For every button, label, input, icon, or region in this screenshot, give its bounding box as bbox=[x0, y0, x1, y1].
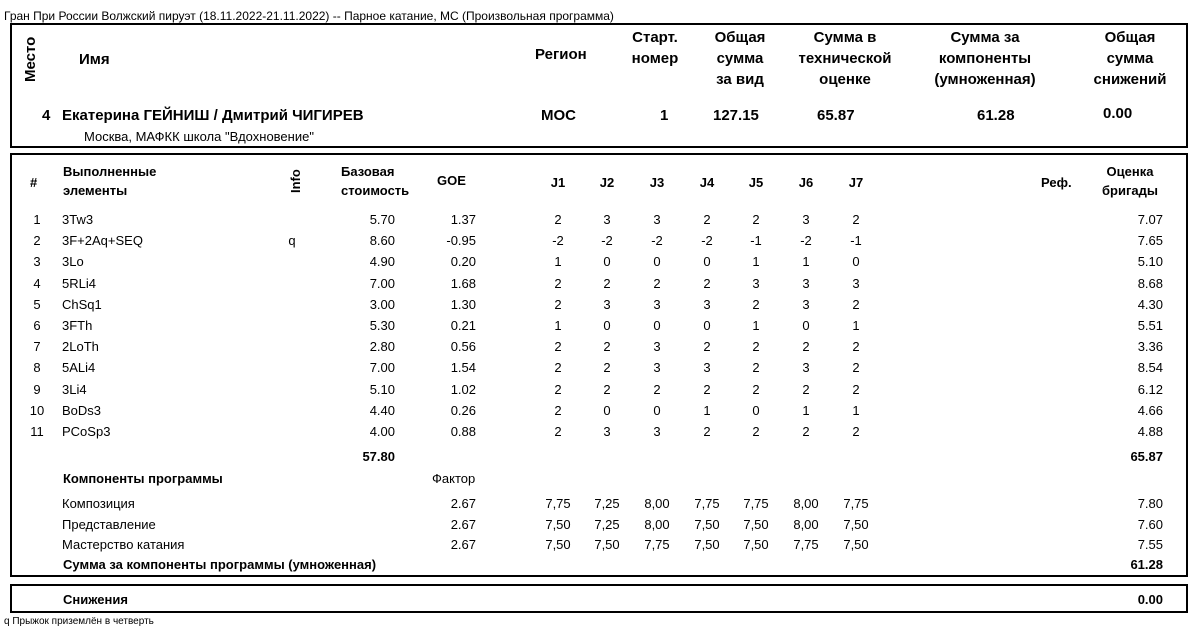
judge-component-score: 7,50 bbox=[694, 516, 720, 532]
judge-component-score: 7,50 bbox=[545, 537, 571, 552]
judge-component-score: 8,00 bbox=[793, 496, 819, 511]
judge-score: 1 bbox=[752, 254, 760, 270]
judge-score: 2 bbox=[703, 339, 711, 355]
component-score: 7.60 bbox=[1137, 516, 1163, 532]
judge-score: 3 bbox=[603, 424, 611, 439]
judge-score: 2 bbox=[554, 381, 562, 397]
element-base-value: 3.00 bbox=[369, 296, 395, 312]
table-row bbox=[0, 421, 1200, 442]
judge-score: 2 bbox=[752, 296, 760, 312]
element-panel-score: 8.68 bbox=[1137, 275, 1163, 291]
element-number: 5 bbox=[33, 296, 41, 312]
judge-score: 0 bbox=[703, 254, 711, 270]
judge-score: 3 bbox=[752, 275, 760, 291]
score-total: 65.87 bbox=[1130, 449, 1163, 464]
judge-score: 0 bbox=[603, 318, 611, 333]
table-row bbox=[0, 315, 1200, 336]
element-name: 5RLi4 bbox=[62, 275, 96, 291]
components-title: Компоненты программы bbox=[63, 471, 223, 486]
judge-score: 3 bbox=[703, 360, 711, 376]
judge-score: 2 bbox=[554, 360, 562, 376]
judge-component-score: 7,50 bbox=[545, 516, 571, 532]
factor-label: Фактор bbox=[432, 471, 476, 486]
judge-score: 0 bbox=[752, 402, 760, 418]
element-panel-score: 6.12 bbox=[1137, 381, 1163, 397]
judge-score: 2 bbox=[752, 212, 760, 227]
element-goe: 1.54 bbox=[450, 360, 476, 376]
col-header-ref: Реф. bbox=[1041, 175, 1072, 190]
judge-component-score: 7,75 bbox=[644, 537, 670, 552]
deductions-box bbox=[10, 584, 1188, 613]
judge-component-score: 8,00 bbox=[793, 516, 819, 532]
judge-score: 2 bbox=[554, 339, 562, 355]
name-label: Имя bbox=[79, 51, 110, 68]
judge-score: 2 bbox=[752, 381, 760, 397]
judge-score: 2 bbox=[852, 424, 860, 439]
col-header-info: Info bbox=[288, 169, 303, 193]
component-factor: 2.67 bbox=[450, 516, 476, 532]
judge-score: 2 bbox=[703, 381, 711, 397]
element-number: 11 bbox=[30, 424, 44, 439]
place-label: Место bbox=[22, 36, 39, 82]
element-goe: 0.26 bbox=[450, 402, 476, 418]
base-total: 57.80 bbox=[362, 449, 395, 464]
judge-score: -2 bbox=[552, 233, 564, 249]
element-name: 3F+2Aq+SEQ bbox=[62, 233, 143, 249]
skater-club: Москва, МАФКК школа "Вдохновение" bbox=[84, 129, 314, 144]
judge-score: -1 bbox=[850, 233, 862, 249]
judge-score: -2 bbox=[651, 233, 663, 249]
judge-component-score: 7,50 bbox=[594, 537, 620, 552]
judge-score: 1 bbox=[554, 318, 562, 333]
judge-score: 3 bbox=[802, 296, 810, 312]
element-number: 9 bbox=[33, 381, 41, 397]
col-header-j5: J5 bbox=[748, 175, 764, 190]
element-info: q bbox=[288, 233, 296, 249]
element-name: 2LoTh bbox=[62, 339, 99, 355]
footnote: q Прыжок приземлён в четверть bbox=[4, 616, 154, 627]
component-factor: 2.67 bbox=[450, 537, 476, 552]
element-base-value: 4.40 bbox=[369, 402, 395, 418]
judge-component-score: 7,50 bbox=[743, 516, 769, 532]
element-name: ChSq1 bbox=[62, 296, 102, 312]
component-name: Композиция bbox=[62, 496, 135, 511]
judge-score: 2 bbox=[554, 212, 562, 227]
total-label: Общая сумма за вид bbox=[714, 29, 766, 88]
judge-component-score: 7,50 bbox=[843, 516, 869, 532]
element-goe: 1.37 bbox=[450, 212, 476, 227]
component-row bbox=[0, 493, 1200, 514]
judge-score: -2 bbox=[800, 233, 812, 249]
judge-score: 2 bbox=[554, 275, 562, 291]
judge-component-score: 7,75 bbox=[743, 496, 769, 511]
judge-score: 3 bbox=[802, 360, 810, 376]
element-name: 3Li4 bbox=[62, 381, 87, 397]
start-number-label: Старт. номер bbox=[631, 29, 679, 67]
col-header-j6: J6 bbox=[798, 175, 814, 190]
judge-score: 1 bbox=[752, 318, 760, 333]
element-base-value: 5.70 bbox=[369, 212, 395, 227]
element-number: 6 bbox=[33, 318, 41, 333]
table-row bbox=[0, 294, 1200, 315]
component-score: 7.55 bbox=[1137, 537, 1163, 552]
judge-score: 2 bbox=[653, 381, 661, 397]
skater-total: 127.15 bbox=[713, 107, 759, 124]
judge-score: 3 bbox=[603, 296, 611, 312]
judge-score: 2 bbox=[802, 339, 810, 355]
judge-score: 2 bbox=[554, 424, 562, 439]
judge-score: 3 bbox=[802, 212, 810, 227]
region-label: Регион bbox=[535, 46, 587, 63]
col-header-base: Базовая стоимость bbox=[341, 164, 410, 198]
judge-score: 0 bbox=[653, 254, 661, 270]
judge-score: 2 bbox=[554, 296, 562, 312]
element-base-value: 7.00 bbox=[369, 360, 395, 376]
judge-score: 3 bbox=[653, 212, 661, 227]
element-base-value: 5.30 bbox=[369, 318, 395, 333]
element-goe: -0.95 bbox=[446, 233, 476, 249]
judge-score: 2 bbox=[603, 360, 611, 376]
element-goe: 1.68 bbox=[450, 275, 476, 291]
col-header-j7: J7 bbox=[848, 175, 864, 190]
element-goe: 1.02 bbox=[450, 381, 476, 397]
judge-score: 2 bbox=[603, 275, 611, 291]
element-name: 3FTh bbox=[62, 318, 93, 333]
skater-tech: 65.87 bbox=[817, 107, 855, 124]
element-base-value: 7.00 bbox=[369, 275, 395, 291]
judge-component-score: 7,75 bbox=[694, 496, 720, 511]
element-name: 3Tw3 bbox=[62, 212, 94, 227]
components-label: Сумма за компоненты (умноженная) bbox=[934, 29, 1036, 88]
judge-score: 1 bbox=[554, 254, 562, 270]
col-header-num: # bbox=[30, 175, 38, 190]
judge-score: -2 bbox=[701, 233, 713, 249]
judge-score: 2 bbox=[802, 424, 810, 439]
skater-region: МОС bbox=[541, 107, 576, 124]
judge-score: 3 bbox=[603, 212, 611, 227]
element-name: 5ALi4 bbox=[62, 360, 96, 376]
element-base-value: 2.80 bbox=[369, 339, 395, 355]
element-panel-score: 7.65 bbox=[1137, 233, 1163, 249]
component-name: Представление bbox=[62, 516, 156, 532]
element-goe: 0.88 bbox=[450, 424, 476, 439]
judge-score: 0 bbox=[603, 402, 611, 418]
judge-score: 2 bbox=[852, 212, 860, 227]
element-goe: 0.56 bbox=[450, 339, 476, 355]
col-header-j4: J4 bbox=[699, 175, 715, 190]
component-row bbox=[0, 514, 1200, 535]
element-number: 3 bbox=[33, 254, 41, 270]
element-goe: 1.30 bbox=[450, 296, 476, 312]
element-number: 7 bbox=[33, 339, 41, 355]
element-panel-score: 8.54 bbox=[1137, 360, 1163, 376]
col-header-elements: Выполненные элементы bbox=[63, 164, 157, 198]
table-row bbox=[0, 379, 1200, 400]
element-number: 2 bbox=[33, 233, 41, 249]
skater-start-number: 1 bbox=[660, 107, 669, 124]
element-number: 1 bbox=[33, 212, 41, 227]
judge-score: 2 bbox=[603, 381, 611, 397]
component-score: 7.80 bbox=[1137, 496, 1163, 511]
judge-component-score: 7,50 bbox=[843, 537, 869, 552]
event-title: Гран При России Волжский пируэт (18.11.2022-21.11.2022) -- Парное катание, МС (Произвольная программа) bbox=[4, 9, 614, 23]
col-header-panel: Оценка бригады bbox=[1102, 164, 1158, 198]
component-name: Мастерство катания bbox=[62, 537, 185, 552]
judge-score: 2 bbox=[852, 381, 860, 397]
judge-score: 1 bbox=[802, 254, 810, 270]
judge-component-score: 7,75 bbox=[793, 537, 819, 552]
judge-score: 3 bbox=[653, 296, 661, 312]
table-row bbox=[0, 357, 1200, 378]
element-base-value: 5.10 bbox=[369, 381, 395, 397]
judge-score: 0 bbox=[852, 254, 860, 270]
element-goe: 0.21 bbox=[450, 318, 476, 333]
table-row bbox=[0, 209, 1200, 230]
element-name: PCoSp3 bbox=[62, 424, 111, 439]
element-number: 8 bbox=[33, 360, 41, 376]
judge-score: 3 bbox=[802, 275, 810, 291]
skater-deductions: 0.00 bbox=[1103, 105, 1133, 122]
element-panel-score: 5.51 bbox=[1137, 318, 1163, 333]
judge-score: 0 bbox=[703, 318, 711, 333]
judge-score: 2 bbox=[852, 339, 860, 355]
element-base-value: 8.60 bbox=[369, 233, 395, 249]
element-number: 4 bbox=[33, 275, 41, 291]
judge-score: 3 bbox=[653, 339, 661, 355]
judge-score: 2 bbox=[703, 212, 711, 227]
component-factor: 2.67 bbox=[450, 496, 476, 511]
judge-score: 3 bbox=[852, 275, 860, 291]
deductions-section-label: Снижения bbox=[63, 592, 128, 607]
judge-component-score: 8,00 bbox=[644, 516, 670, 532]
judge-score: 2 bbox=[852, 360, 860, 376]
element-panel-score: 4.30 bbox=[1137, 296, 1163, 312]
table-row bbox=[0, 336, 1200, 357]
element-panel-score: 4.88 bbox=[1137, 424, 1163, 439]
judge-score: 2 bbox=[603, 339, 611, 355]
judge-score: 2 bbox=[703, 424, 711, 439]
element-number: 10 bbox=[29, 402, 45, 418]
skater-name: Екатерина ГЕЙНИШ / Дмитрий ЧИГИРЕВ bbox=[62, 107, 364, 124]
tech-label: Сумма в технической оценке bbox=[798, 29, 892, 88]
judge-score: 0 bbox=[603, 254, 611, 270]
element-base-value: 4.90 bbox=[369, 254, 395, 270]
element-panel-score: 7.07 bbox=[1137, 212, 1163, 227]
judge-component-score: 7,75 bbox=[545, 496, 571, 511]
judge-score: 0 bbox=[802, 318, 810, 333]
judge-component-score: 7,25 bbox=[594, 496, 620, 511]
col-header-goe: GOE bbox=[437, 173, 466, 188]
judge-component-score: 7,75 bbox=[843, 496, 869, 511]
judge-score: 1 bbox=[703, 402, 711, 418]
judge-score: 2 bbox=[752, 360, 760, 376]
components-sum-label: Сумма за компоненты программы (умноженная) bbox=[63, 557, 377, 572]
judge-component-score: 7,50 bbox=[694, 537, 720, 552]
judge-score: 2 bbox=[752, 339, 760, 355]
element-name: 3Lo bbox=[62, 254, 84, 270]
judge-score: 2 bbox=[802, 381, 810, 397]
judge-score: -1 bbox=[750, 233, 762, 249]
components-sum-value: 61.28 bbox=[1130, 557, 1163, 572]
judge-score: 1 bbox=[802, 402, 810, 418]
col-header-j1: J1 bbox=[550, 175, 566, 190]
element-base-value: 4.00 bbox=[369, 424, 395, 439]
judge-score: 2 bbox=[653, 275, 661, 291]
judge-score: 0 bbox=[653, 318, 661, 333]
skater-place: 4 bbox=[42, 107, 51, 124]
judge-score: 3 bbox=[653, 424, 661, 439]
element-goe: 0.20 bbox=[450, 254, 476, 270]
judge-score: 2 bbox=[554, 402, 562, 418]
skater-components: 61.28 bbox=[977, 107, 1015, 124]
deductions-section-value: 0.00 bbox=[1137, 592, 1163, 607]
col-header-j3: J3 bbox=[649, 175, 665, 190]
judge-score: 1 bbox=[852, 318, 860, 333]
col-header-j2: J2 bbox=[599, 175, 615, 190]
deductions-label: Общая сумма снижений bbox=[1093, 29, 1167, 88]
judge-component-score: 7,50 bbox=[743, 537, 769, 552]
element-panel-score: 3.36 bbox=[1137, 339, 1163, 355]
judge-component-score: 7,25 bbox=[594, 516, 620, 532]
table-row bbox=[0, 251, 1200, 272]
judge-component-score: 8,00 bbox=[644, 496, 670, 511]
element-panel-score: 5.10 bbox=[1137, 254, 1163, 270]
judge-score: -2 bbox=[601, 233, 613, 249]
judge-score: 2 bbox=[752, 424, 760, 439]
element-name: BoDs3 bbox=[62, 402, 102, 418]
judge-score: 3 bbox=[653, 360, 661, 376]
table-row bbox=[0, 400, 1200, 421]
table-row bbox=[0, 230, 1200, 251]
judge-score: 3 bbox=[703, 296, 711, 312]
judge-score: 0 bbox=[653, 402, 661, 418]
judge-score: 1 bbox=[852, 402, 860, 418]
judge-score: 2 bbox=[852, 296, 860, 312]
component-row bbox=[0, 534, 1200, 555]
element-panel-score: 4.66 bbox=[1137, 402, 1163, 418]
table-row bbox=[0, 273, 1200, 294]
judge-score: 2 bbox=[703, 275, 711, 291]
